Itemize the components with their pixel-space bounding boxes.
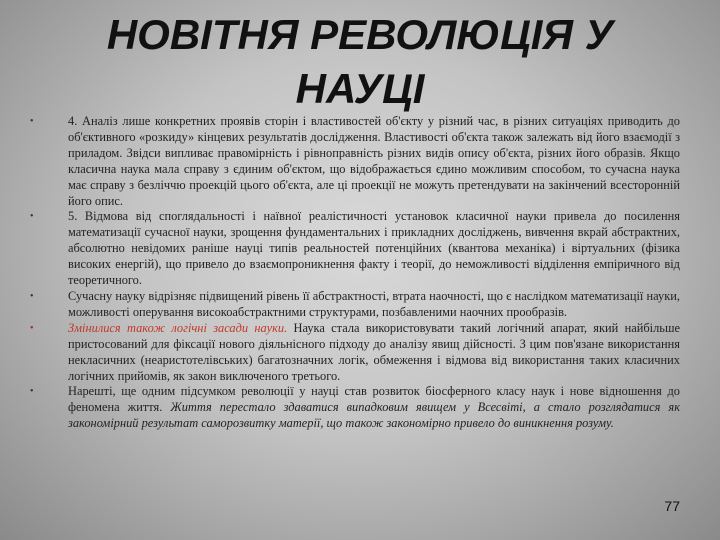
item-highlight: Змінилися також логічні засади науки. <box>68 320 288 335</box>
list-item <box>30 321 680 385</box>
bullet-list <box>30 114 680 432</box>
slide-title: НОВІТНЯ РЕВОЛЮЦІЯ У НАУЦІ <box>106 11 614 112</box>
item-text: 5. Відмова від споглядальності і наївної реалістичності установок класичної науки привела до посилення математизації сучасної науки, зрощення фундаментальних і прикладних досліджень, вивчення вкрай абстрактних, абсолютно невідомих раніше науці типів реальностей потенційних (квантова механіка) і віртуальних (фізика високих енергій), що привело до взаємопроникнення факту і теорії, до неможливості відділення емпіричного від теоретичного. <box>68 209 680 288</box>
bullet-icon: • <box>30 290 34 302</box>
list-item <box>30 209 680 289</box>
list-item <box>30 114 680 209</box>
page-number: 77 <box>664 498 680 514</box>
item-text: Сучасну науку відрізняє підвищений рівень її абстрактності, втрата наочності, що є наслідком математизації науки, можливості оперування високоабстрактними структурами, позбавленими наочних прообразів. <box>68 288 680 319</box>
bullet-icon: • <box>30 322 34 334</box>
list-item <box>30 289 680 321</box>
list-item <box>30 384 680 432</box>
item-text: Наука стала використовувати такий логічний апарат, який найбільше пристосований для фіксації нового діяльнісного підходу до аналізу явищ дійсності. З цим пов'язане використання некласичних (неаристотелівських) багатозначних логік, обмеження і відмова від використання таких класичних логічних прийомів, як закон виключеного третього. <box>68 320 680 383</box>
item-text: 4. Аналіз лише конкретних проявів сторін і властивостей об'єкту у різний час, в різних ситуаціях приводить до об'єктивного «розкиду» кінцевих результатів дослідження. Властивості об'єкта також залежать від його взаємодії з приладом. Звідси випливає правомірність і рівноправність різних видів опису об'єкта, різних його образів. Якщо класична наука мала справу з єдиним об'єктом, що відображається єдино можливим способом, то сучасна наука має справу з безліччю проекцій цього об'єкта, але ці проекції не можуть претендувати на закінчений всесторонній його опис. <box>68 114 680 208</box>
bullet-icon: • <box>30 386 34 398</box>
item-text: Нарешті, ще одним підсумком революції у науці став розвиток біосферного класу наук і нове відношення до феномена життя. <box>68 384 680 415</box>
bullet-icon: • <box>30 116 34 127</box>
bullet-icon: • <box>30 211 34 223</box>
item-italic-text: Життя перестало здаватися випадковим явищем у Всесвіті, а стало розглядатися як закономірний результат саморозвитку матерії, що також закономірно привело до виникнення розуму. <box>68 400 680 431</box>
